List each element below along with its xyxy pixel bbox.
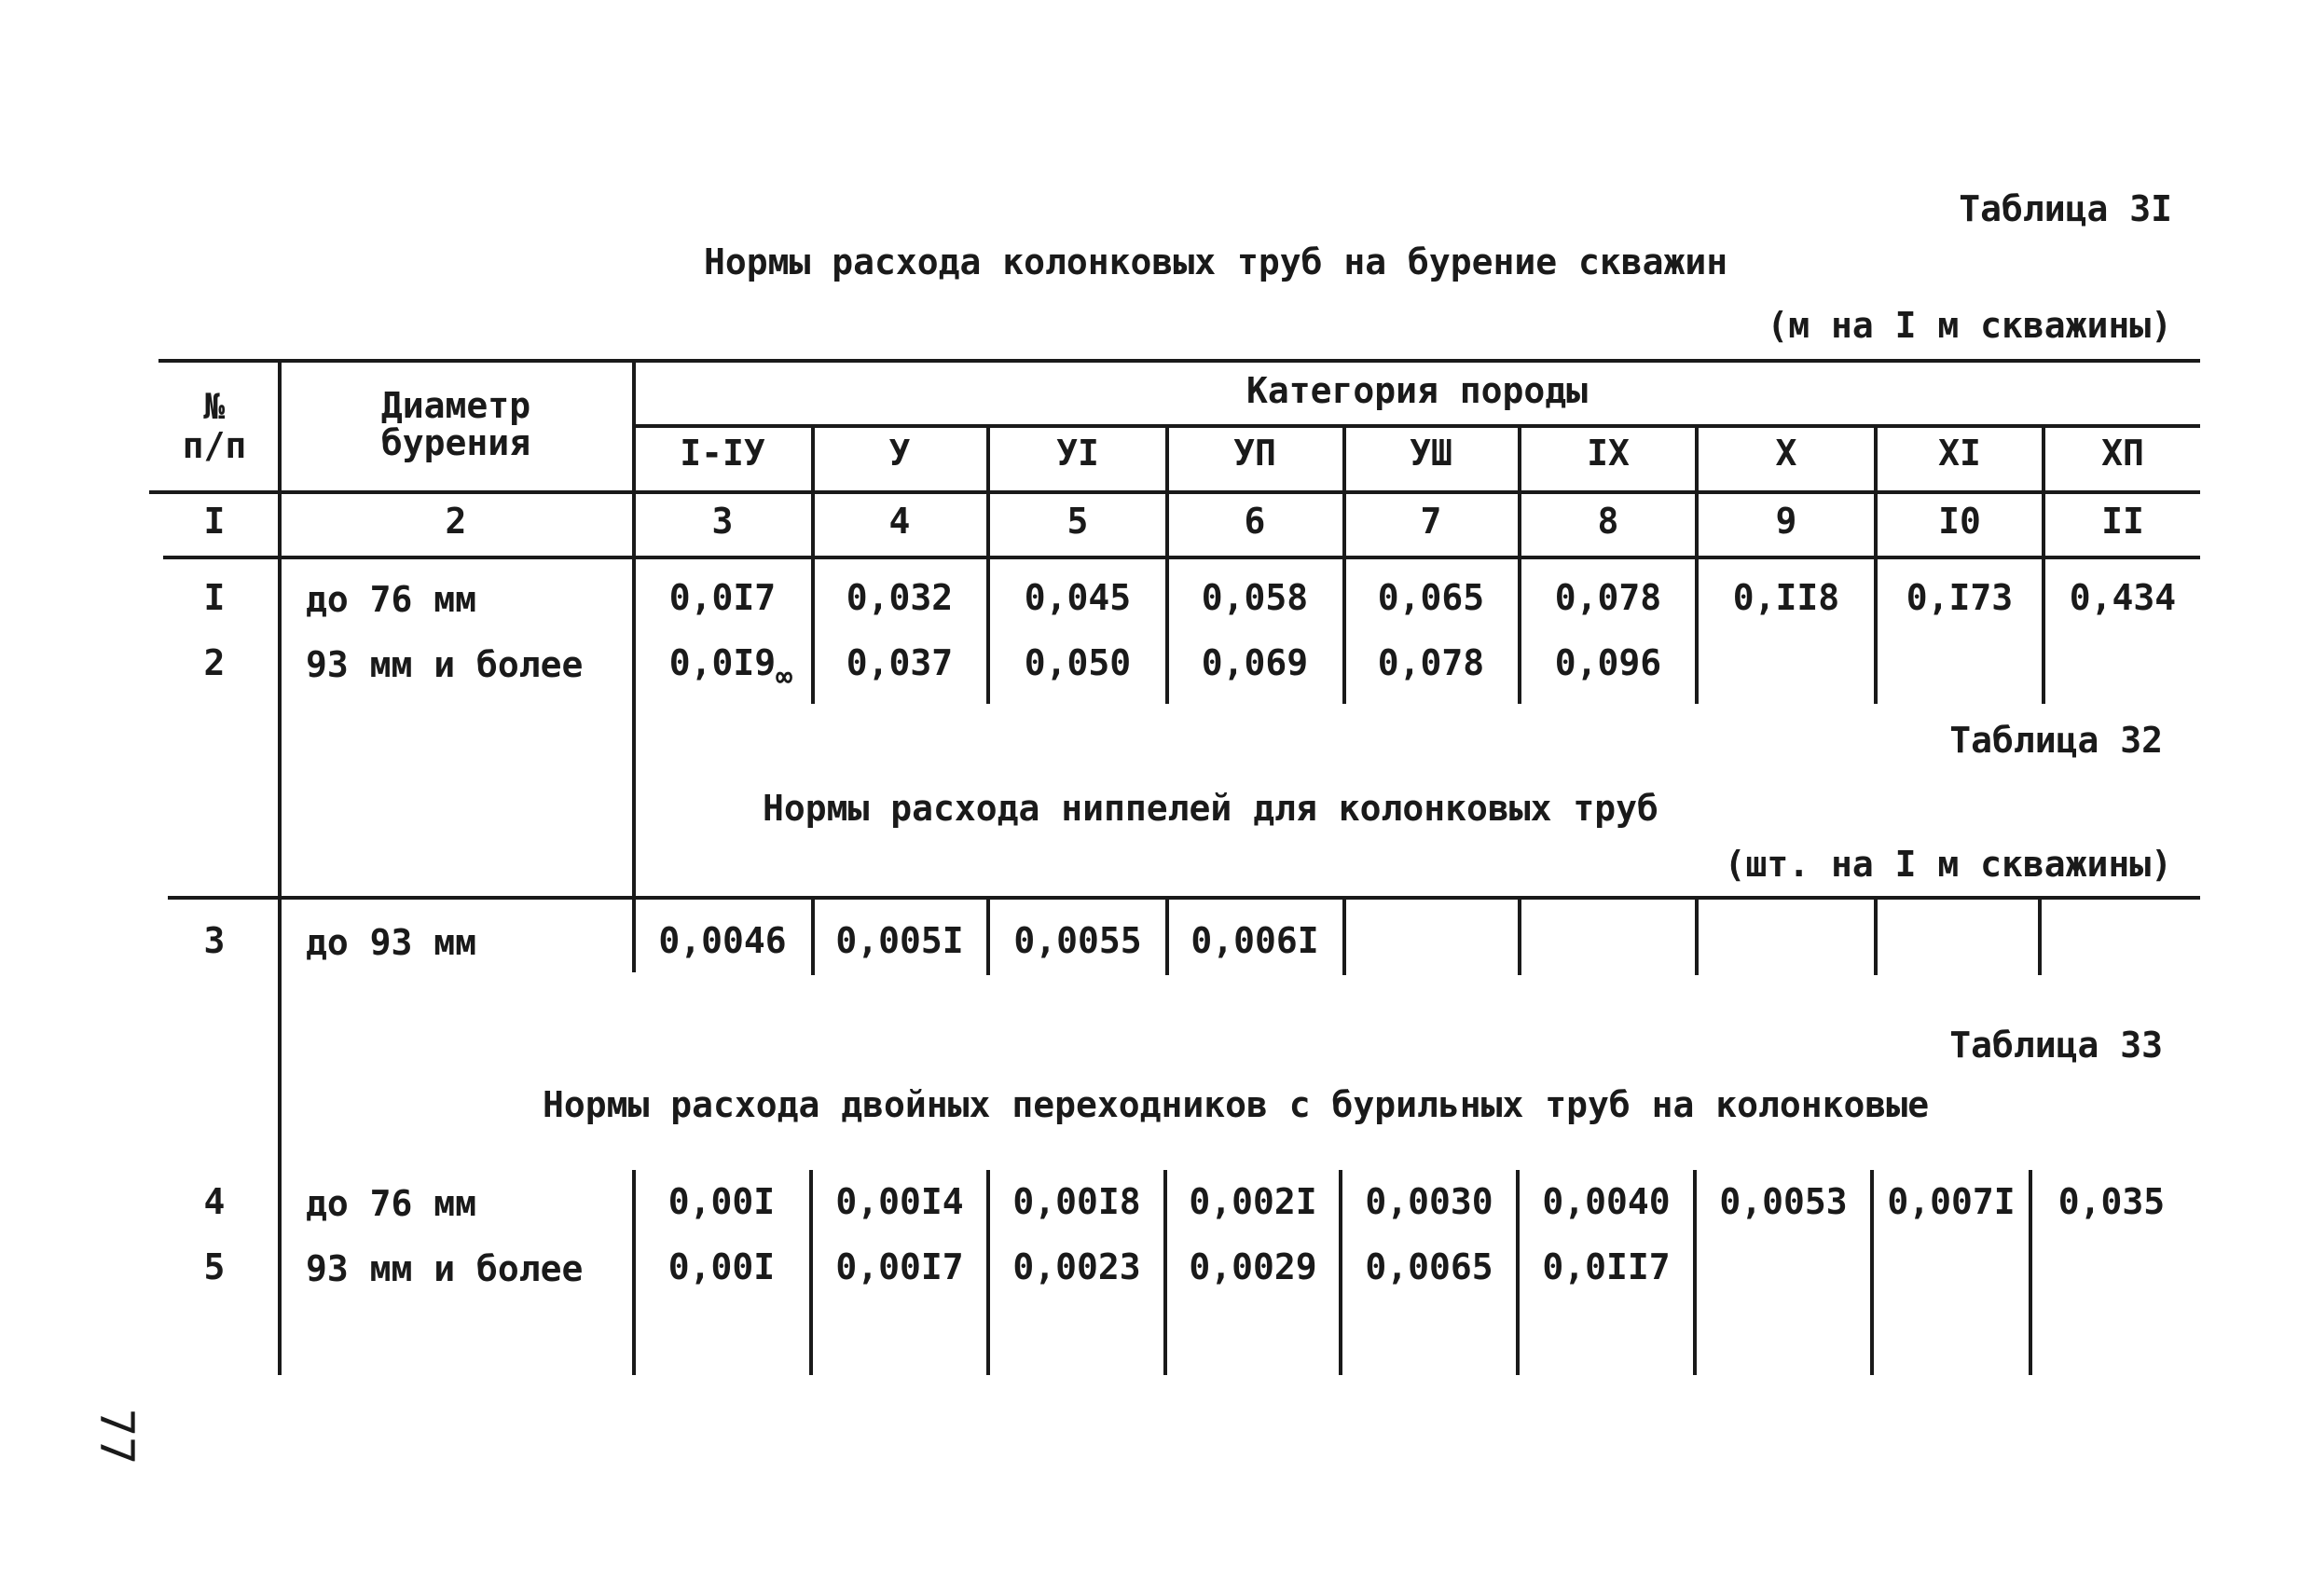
row2-val4: 0,069	[1201, 642, 1309, 683]
row4-val5: 0,0030	[1365, 1181, 1493, 1222]
colnum-7: 7	[1420, 501, 1442, 542]
vline2-c9	[1874, 896, 1878, 975]
row4-val8: 0,007I	[1887, 1181, 2016, 1222]
rule-table32	[168, 896, 2200, 900]
row2-val1: 0,0I9	[668, 642, 777, 683]
vline2-c10	[2038, 896, 2042, 975]
header-num: № п/п	[182, 386, 247, 466]
table32-unit: (шт. на I м скважины)	[1724, 844, 2172, 885]
row4-val6: 0,0040	[1542, 1181, 1671, 1222]
row2-num: 2	[203, 642, 226, 683]
row4-val1: 0,00I	[667, 1181, 776, 1222]
row1-diameter: до 76 мм	[306, 579, 477, 620]
rule-top	[158, 359, 2200, 363]
row3-val1: 0,0046	[658, 920, 787, 961]
row1-val7: 0,II8	[1732, 577, 1840, 618]
colnum-10: I0	[1938, 501, 1981, 542]
row1-val8: 0,I73	[1906, 577, 2014, 618]
row2-diameter: 93 мм и более	[306, 644, 584, 685]
colnum-2: 2	[445, 501, 467, 542]
colnum-9: 9	[1775, 501, 1797, 542]
colnum-8: 8	[1597, 501, 1619, 542]
note-mark: ∞	[776, 661, 793, 694]
row1-num: I	[203, 577, 226, 618]
row3-diameter: до 93 мм	[306, 922, 477, 963]
row2-val2: 0,037	[846, 642, 954, 683]
table31-title: Нормы расхода колонковых труб на бурение скважин	[704, 241, 1728, 282]
rule-under-category	[634, 424, 2200, 428]
row3-val2: 0,005I	[835, 920, 964, 961]
row1-val4: 0,058	[1201, 577, 1309, 618]
row5-diameter: 93 мм и более	[306, 1248, 584, 1289]
row5-val2: 0,00I7	[835, 1246, 964, 1287]
category-1: I-IУ	[680, 433, 765, 474]
row5-val3: 0,0023	[1012, 1246, 1141, 1287]
colnum-3: 3	[711, 501, 734, 542]
row1-val1: 0,0I7	[668, 577, 777, 618]
category-6: IX	[1587, 433, 1630, 474]
row4-val7: 0,0053	[1719, 1181, 1848, 1222]
header-category: Категория породы	[1245, 370, 1589, 411]
category-5: УШ	[1410, 433, 1452, 474]
row3-val4: 0,006I	[1190, 920, 1319, 961]
table31-unit: (м на I м скважины)	[1767, 305, 2172, 346]
colnum-5: 5	[1067, 501, 1089, 542]
category-2: У	[888, 433, 911, 474]
table33-label: Таблица 33	[1949, 1025, 2163, 1066]
vline2-c8	[1695, 896, 1699, 975]
row4-diameter: до 76 мм	[306, 1183, 477, 1224]
row1-val6: 0,078	[1554, 577, 1662, 618]
vline2-c6	[1342, 896, 1346, 975]
row4-num: 4	[203, 1181, 226, 1222]
category-7: X	[1775, 433, 1797, 474]
row5-val5: 0,0065	[1365, 1246, 1493, 1287]
row4-val3: 0,00I8	[1012, 1181, 1141, 1222]
row5-num: 5	[203, 1246, 226, 1287]
colnum-6: 6	[1244, 501, 1266, 542]
row5-val4: 0,0029	[1189, 1246, 1317, 1287]
row4-val4: 0,002I	[1189, 1181, 1317, 1222]
category-8: XI	[1938, 433, 1981, 474]
row2-val3: 0,050	[1024, 642, 1132, 683]
row1-val2: 0,032	[846, 577, 954, 618]
colnum-1: I	[203, 501, 226, 542]
header-diameter: Диаметр бурения	[380, 385, 531, 463]
row2-val6: 0,096	[1554, 642, 1662, 683]
colnum-4: 4	[888, 501, 911, 542]
row1-val9: 0,434	[2069, 577, 2177, 618]
page-number: 77	[89, 1408, 144, 1465]
category-4: УП	[1233, 433, 1276, 474]
table32-title: Нормы расхода ниппелей для колонковых труб	[763, 788, 1658, 829]
vline2-c7	[1518, 896, 1521, 975]
row5-val1: 0,00I	[667, 1246, 776, 1287]
row5-val6: 0,0II7	[1542, 1246, 1671, 1287]
row4-val2: 0,00I4	[835, 1181, 964, 1222]
table31-label: Таблица 3I	[1959, 188, 2172, 229]
colnum-11: II	[2101, 501, 2144, 542]
row3-num: 3	[203, 920, 226, 961]
table33-title: Нормы расхода двойных переходников с бурильных труб на колонковые	[543, 1084, 1930, 1125]
category-3: УI	[1056, 433, 1099, 474]
rule-under-headers	[149, 490, 2200, 494]
row1-val5: 0,065	[1377, 577, 1485, 618]
table32-label: Таблица 32	[1949, 720, 2163, 761]
row3-val3: 0,0055	[1013, 920, 1142, 961]
row1-val3: 0,045	[1024, 577, 1132, 618]
category-9: XП	[2101, 433, 2144, 474]
rule-under-colnumbers	[163, 556, 2200, 559]
row2-val5: 0,078	[1377, 642, 1485, 683]
row4-val9: 0,035	[2057, 1181, 2166, 1222]
